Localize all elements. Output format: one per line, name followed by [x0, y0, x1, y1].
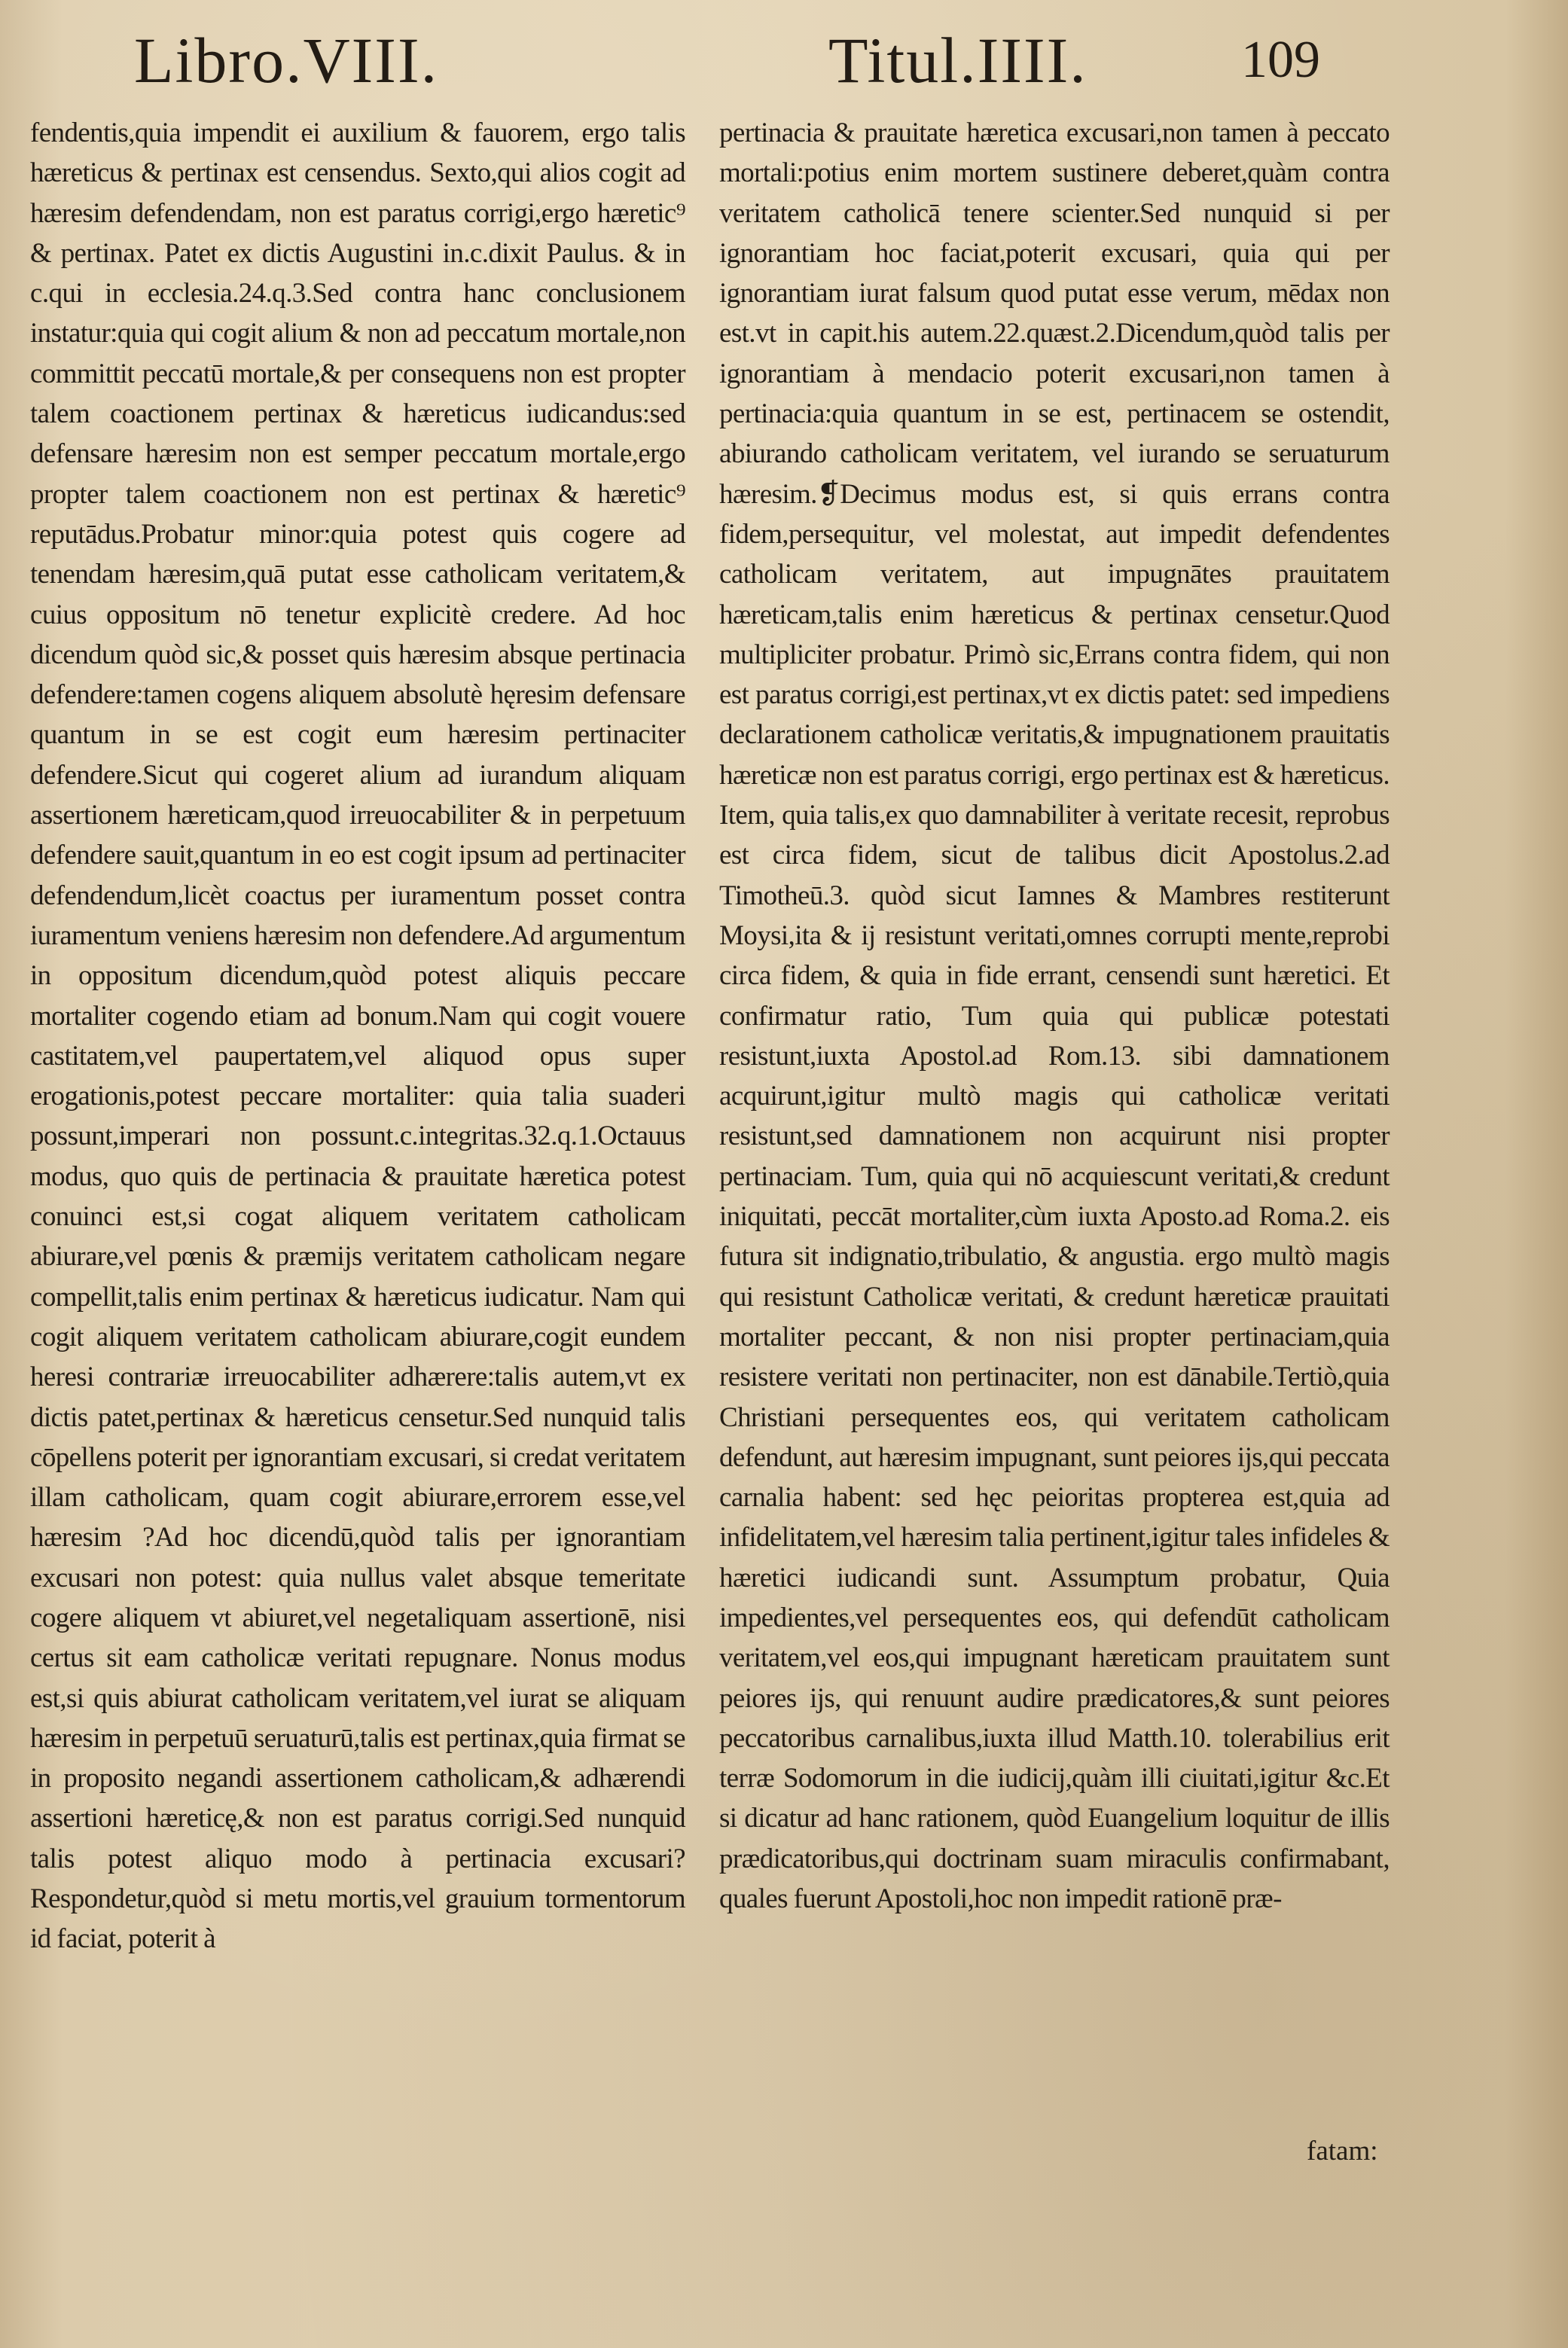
- running-header: [0, 17, 1568, 99]
- left-column-text: fendentis,quia impendit ei auxilium & fauorem, ergo talis hæreticus & pertinax est censendus. Sexto,qui alios cogit ad hæresim defendendam, non est paratus corrigi,ergo hæretic⁹ & pertinax. Patet ex dictis Augustini in.c.dixit Paulus. & in c.qui in ecclesia.24.q.3.Sed contra hanc conclusionem instatur:quia qui cogit alium & non ad peccatum mortale,non committit peccatū mortale,& per consequens non est propter talem coactionem pertinax & hæreticus iudicandus:sed defensare hæresim non est semper peccatum mortale,ergo propter talem coactionem non est pertinax & hæretic⁹ reputādus.Probatur minor:quia potest quis cogere ad tenendam hæresim,quā putat esse catholicam veritatem,& cuius oppositum nō tenetur explicitè credere. Ad hoc dicendum quòd sic,& posset quis hæresim absque pertinacia defendere:tamen cogens aliquem absolutè hęresim defensare quantum in se est cogit eum hæresim pertinaciter defendere.Sicut qui cogeret alium ad iurandum aliquam assertionem hæreticam,quod irreuocabiliter & in perpetuum defendere sauit,quantum in eo est cogit ipsum ad pertinaciter defendendum,licèt coactus per iuramentum posset contra iuramentum veniens hæresim non defendere.Ad argumentum in oppositum dicendum,quòd potest aliquis peccare mortaliter cogendo etiam ad bonum.Nam qui cogit vouere castitatem,vel paupertatem,vel aliquod opus super erogationis,potest peccare mortaliter: quia talia suaderi possunt,imperari non possunt.c.integritas.32.q.1.Octauus modus, quo quis de pertinacia & prauitate hæretica potest conuinci est,si cogat aliquem veritatem catholicam abiurare,vel pœnis & præmijs veritatem catholicam negare compellit,talis enim pertinax & hæreticus iudicatur. Nam qui cogit aliquem veritatem catholicam abiurare,cogit eundem heresi contrariæ irreuocabiliter adhærere:talis autem,vt ex dictis patet,pertinax & hæreticus censetur.Sed nunquid talis cōpellens poterit per ignorantiam excusari, si credat veritatem illam catholicam, quam cogit abiurare,errorem esse,vel hæresim ?Ad hoc dicendū,quòd talis per ignorantiam excusari non potest: quia nullus valet absque temeritate cogere aliquem vt abiuret,vel negetaliquam assertionē, nisi certus sit eam catholicæ veritati repugnare. Nonus modus est,si quis abiurat catholicam veritatem,vel iurat se aliquam hæresim in perpetuū seruaturū,talis est pertinax,quia firmat se in proposito negandi assertionem catholicam,& adhærendi assertioni hæreticę,& non est paratus corrigi.Sed nunquid talis potest aliquo modo à pertinacia excusari?Respondetur,quòd si metu mortis,vel grauium tormentorum id faciat, poterit à: [30, 117, 685, 1955]
- right-column-text: pertinacia & prauitate hæretica excusari,non tamen à peccato mortali:potius enim mortem sustinere deberet,quàm contra veritatem catholicā tenere scienter.Sed nunquid si per ignorantiam hoc faciat,poterit excusari, quia qui per ignorantiam iurat falsum quod putat esse verum, mēdax non est.vt in capit.his autem.22.quæst.2.Dicendum,quòd talis per ignorantiam à mendacio poterit excusari,non tamen à pertinacia:quia quantum in se est, pertinacem se ostendit, abiurando catholicam veritatem, vel iurando se seruaturum hæresim.❡Decimus modus est, si quis errans contra fidem,persequitur, vel molestat, aut impedit defendentes catholicam veritatem, aut impugnātes prauitatem hæreticam,talis enim hæreticus & pertinax censetur.Quod multipliciter probatur. Primò sic,Errans contra fidem, qui non est paratus corrigi,est pertinax,vt ex dictis patet: sed impediens declarationem catholicæ veritatis,& impugnationem prauitatis hæreticæ non est paratus corrigi, ergo pertinax est & hæreticus. Item, quia talis,ex quo damnabiliter à veritate recesit, reprobus est circa fidem, sicut de talibus dicit Apostolus.2.ad Timotheū.3. quòd sicut Iamnes & Mambres restiterunt Moysi,ita & ij resistunt veritati,omnes corrupti mente,reprobi circa fidem, & quia in fide errant, censendi sunt hæretici. Et confirmatur ratio, Tum quia qui publicæ potestati resistunt,iuxta Apostol.ad Rom.13. sibi damnationem acquirunt,igitur multò magis qui catholicæ veritati resistunt,sed damnationem non acquirunt nisi propter pertinaciam. Tum, quia qui nō acquiescunt veritati,& credunt iniquitati, peccāt mortaliter,cùm iuxta Aposto.ad Roma.2. eis futura sit indignatio,tribulatio, & angustia. ergo multò magis qui resistunt Catholicæ veritati, & credunt hæreticæ prauitati mortaliter peccant, & non nisi propter pertinaciam,quia resistere veritati non pertinaciter, non est dānabile.Tertiò,quia Christiani persequentes eos, qui veritatem catholicam defendunt, aut hæresim impugnant, sunt peiores ijs,qui peccata carnalia habent: sed hęc peioritas propterea est,quia ad infidelitatem,vel hæresim talia pertinent,igitur tales infideles & hæretici iudicandi sunt. Assumptum probatur, Quia impedientes,vel persequentes eos, qui defendūt catholicam veritatem,vel eos,qui impugnant hæreticam prauitatem sunt peiores ijs, qui renuunt audire prædicatores,& sunt peiores peccatoribus carnalibus,iuxta illud Matth.10. tolerabilius erit terræ Sodomorum in die iudicij,quàm illi ciuitati,igitur &c.Et si dicatur ad hanc rationem, quòd Euangelium loquitur de illis prædicatoribus,qui doctrinam suam miraculis confirmabant, quales fuerunt Apostoli,hoc non impedit rationē præ-: [719, 117, 1390, 1915]
- catchword: fatam:: [1307, 2136, 1378, 2167]
- header-title-number: Titul.IIII.: [828, 24, 1088, 96]
- header-book-number: Libro.VIII.: [134, 24, 439, 96]
- page-number: 109: [1241, 31, 1320, 89]
